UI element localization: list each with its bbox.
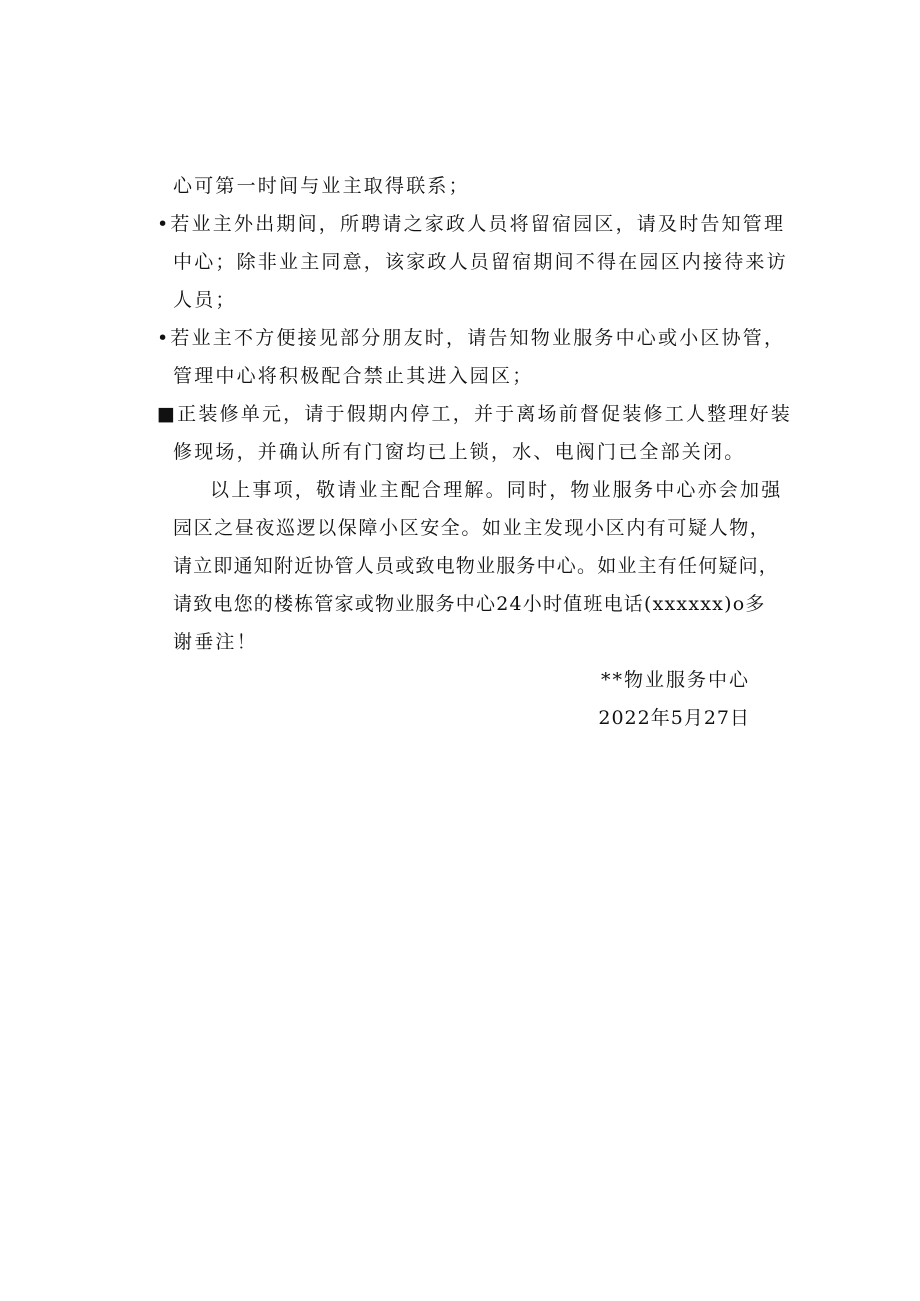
notice-line-4: 人员； bbox=[173, 289, 237, 311]
notice-line-1: 心可第一时间与业主取得联系； bbox=[173, 175, 470, 197]
closing-paragraph-line: 请致电您的楼栋管家或物业服务中心24小时值班电话(xxxxxx)o多 bbox=[173, 593, 766, 615]
signature-organization: **物业服务中心 bbox=[600, 669, 750, 691]
notice-line-6: 管理中心将积极配合禁止其进入园区； bbox=[173, 365, 534, 387]
notice-bullet-item: •若业主不方便接见部分朋友时，请告知物业服务中心或小区协管， bbox=[157, 327, 786, 349]
notice-line-8: 修现场，并确认所有门窗均已上锁，水、电阀门已全部关闭。 bbox=[173, 441, 746, 463]
closing-paragraph-line: 请立即通知附近协管人员或致电物业服务中心。如业主有任何疑问， bbox=[173, 555, 780, 577]
notice-line-3: 中心；除非业主同意，该家政人员留宿期间不得在园区内接待来访 bbox=[173, 251, 788, 273]
closing-paragraph-line: 谢垂注！ bbox=[173, 631, 258, 653]
notice-bullet-item: ■正装修单元，请于假期内停工，并于离场前督促装修工人整理好装 bbox=[157, 403, 792, 425]
closing-paragraph-line: 以上事项，敬请业主配合理解。同时，物业服务中心亦会加强 bbox=[210, 479, 783, 501]
closing-paragraph-line: 园区之昼夜巡逻以保障小区安全。如业主发现小区内有可疑人物， bbox=[173, 517, 771, 539]
signature-date: 2022年5月27日 bbox=[598, 707, 750, 729]
notice-bullet-item: •若业主外出期间，所聘请之家政人员将留宿园区，请及时告知管理 bbox=[157, 213, 786, 235]
